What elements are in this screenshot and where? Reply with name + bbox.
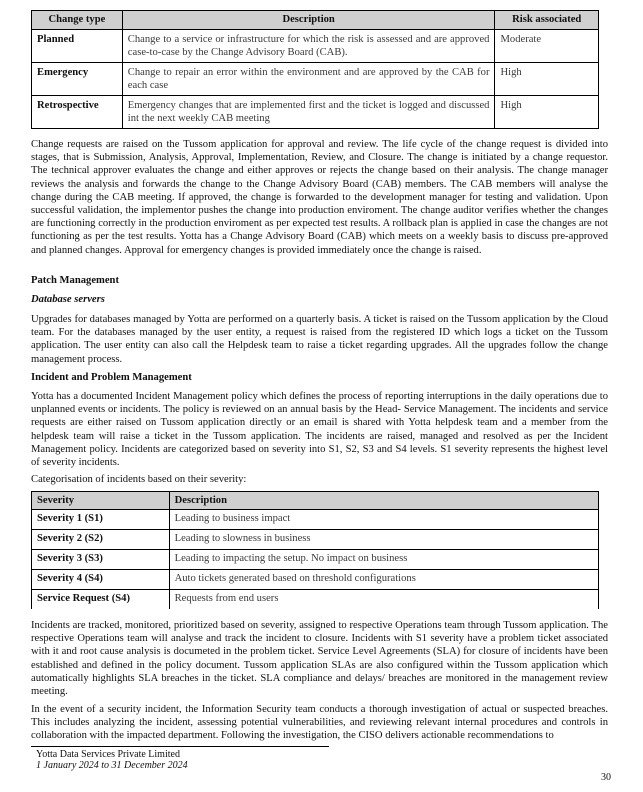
incident-paragraph: Yotta has a documented Incident Management policy which defines the process of reporting interruptions in the daily operations due to unplanned events or incidents. The policy is reviewed on an annual basis by the Head- Service Management. The incidents and service requests are either raised on Tussom application directly or an email is shared with Yotta helpdesk team and a member from the helpdesk team will raise a ticket in the Tussom application. The incidents are raised, managed and resolved as per the Incident Management policy. Incidents are categorized based on severity into S1, S2, S3 and S4 levels. S1 severity represents the highest level of severity incidents. (31, 391, 608, 469)
description-cell: Change to repair an error within the environment and are approved by the CAB for each case (122, 63, 495, 96)
table-row (32, 63, 599, 96)
severity-description-cell: Leading to slowness in business (169, 530, 598, 550)
severity-cell: Severity 1 (S1) (32, 510, 170, 530)
severity-cell: Severity 2 (S2) (32, 530, 170, 550)
table-row (32, 96, 599, 129)
severity-description-cell: Leading to impacting the setup. No impact on business (169, 550, 598, 570)
header-change-type: Change type (32, 11, 123, 30)
page-number: 30 (601, 772, 611, 783)
severity-cell: Severity 3 (S3) (32, 550, 170, 570)
change-type-cell: Emergency (32, 63, 123, 96)
table-header-row (32, 492, 599, 510)
change-type-table (31, 10, 599, 129)
change-request-paragraph: Change requests are raised on the Tussom application for approval and review. The life cycle of the change request is divided into stages, that is Submission, Analysis, Approval, Implementation, Review, and Closure. The change is initiated by a change requestor. The technical approver evaluates the change and either approves or rejects the change based on their analysis. The change manager reviews the analysis and forwards the change to the Change Advisory Board (CAB) members. The CAB members will analyse the change during the CAB meeting. If approved, the change is forwarded to the development manager for testing and validation. Upon successful validation, the implementor pushes the change into production enviroment. The change auditor verifies whether the changes are functioning correctly in the production enviroment as per expected test results. A rollback plan is applied in case the changes are not functioning as per the test results. Yotta has a Change Advisory Board (CAB) which meets on a weekly basis to discuss pre-approved and planned changes. Approval for emergency changes is provided immediately once the change is raised. (31, 139, 608, 256)
table-row (32, 510, 599, 530)
footer-company: Yotta Data Services Private Limited (36, 749, 180, 760)
patch-paragraph: Upgrades for databases managed by Yotta are performed on a quarterly basis. A ticket is raised on the Tussom application by the Cloud team. For the databases managed by the user entity, a request is raised from the registered ID which logs a ticket on the Tussom application. The user entity can also call the Helpdesk team to raise a ticket regarding upgrades. All the upgrades follow the change management process. (31, 314, 608, 365)
incident-tracking-paragraph: Incidents are tracked, monitored, prioritized based on severity, assigned to respective Operations team through Tussom application. The respective Operations team will analyse and track the incident to closure. Incidents with S1 severity have a problem ticket associated with it and root cause analysis is documeted in the problem ticket. Service Level Agreements (SLA) for closure of incidents have been established and defined in the policy document. Tussom application SLAs are also configured within the Tussom application which automatically highlights SLA breaches in the ticket. SLA compliance and delays/ breaches are monitored in the management review meeting. (31, 620, 608, 698)
header-description: Description (169, 492, 598, 510)
severity-cell: Severity 4 (S4) (32, 570, 170, 590)
table-header-row (32, 11, 599, 30)
change-type-cell: Retrospective (32, 96, 123, 129)
severity-description-cell: Leading to business impact (169, 510, 598, 530)
header-risk: Risk associated (495, 11, 599, 30)
risk-cell: High (495, 63, 599, 96)
incident-management-heading: Incident and Problem Management (31, 372, 192, 383)
risk-cell: High (495, 96, 599, 129)
table-row (32, 530, 599, 550)
patch-management-heading: Patch Management (31, 275, 119, 286)
table-row (32, 550, 599, 570)
header-severity: Severity (32, 492, 170, 510)
table-row (32, 590, 599, 610)
severity-description-cell: Requests from end users (169, 590, 598, 610)
table-row (32, 30, 599, 63)
footer-period: 1 January 2024 to 31 December 2024 (36, 760, 188, 771)
severity-table (31, 491, 599, 609)
database-servers-subheading: Database servers (31, 294, 105, 305)
table-row (32, 570, 599, 590)
header-description: Description (122, 11, 495, 30)
severity-cell: Service Request (S4) (32, 590, 170, 610)
description-cell: Change to a service or infrastructure for which the risk is assessed and are approved case-to-case by the Change Advisory Board (CAB). (122, 30, 495, 63)
risk-cell: Moderate (495, 30, 599, 63)
change-type-cell: Planned (32, 30, 123, 63)
security-incident-paragraph: In the event of a security incident, the Information Security team conducts a thorough investigation of actual or suspected breaches. This includes analyzing the incident, assessing potential vulnerabilities, and reviewing relevant internal procedures and controls in collaboration with the impacted department. Following the investigation, the CISO delivers actionable recommendations to (31, 704, 608, 742)
description-cell: Emergency changes that are implemented first and the ticket is logged and discussed int the next weekly CAB meeting (122, 96, 495, 129)
severity-description-cell: Auto tickets generated based on threshold configurations (169, 570, 598, 590)
footer-divider (31, 746, 329, 747)
categorisation-label: Categorisation of incidents based on their severity: (31, 474, 247, 485)
